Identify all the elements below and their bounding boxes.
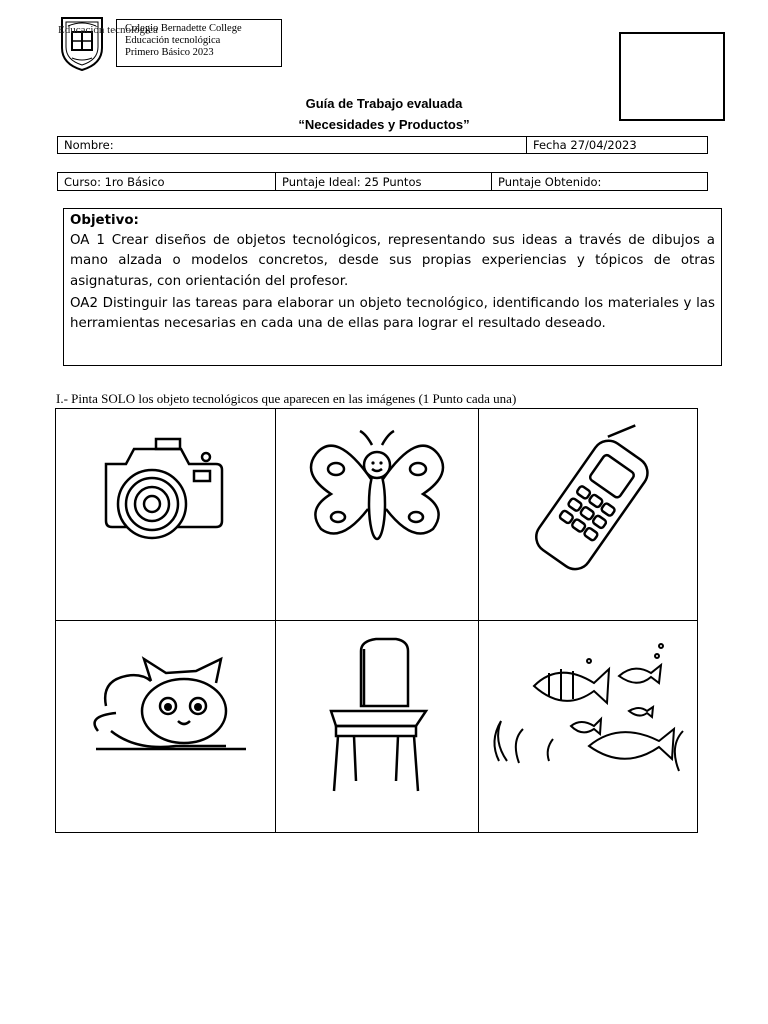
grid-cell-cellphone[interactable] — [479, 409, 698, 620]
grid-cell-camera[interactable] — [56, 409, 275, 620]
school-subject: Educación tecnológica — [125, 35, 221, 46]
chair-icon — [276, 621, 478, 833]
section1-instruction: I.- Pinta SOLO los objeto tecnológicos que aparecen en las imágenes (1 Punto cada una) — [56, 391, 517, 406]
name-date-row — [57, 136, 708, 154]
grid-cell-kitten[interactable] — [56, 621, 275, 833]
course-field: Curso: 1ro Básico — [64, 174, 165, 189]
grid-cell-fish[interactable] — [479, 621, 698, 833]
grid-cell-butterfly[interactable] — [276, 409, 478, 620]
butterfly-icon — [276, 409, 478, 620]
school-name: Colegio Bernadette College — [125, 23, 242, 34]
objective-box — [63, 208, 722, 366]
school-info-box — [116, 19, 282, 67]
obtained-score-field[interactable]: Puntaje Obtenido: — [491, 173, 707, 190]
subject-label: Educación tecnológica — [58, 24, 158, 36]
name-field[interactable]: Nombre: — [64, 138, 114, 152]
course-score-row — [57, 172, 708, 191]
objective-oa1: OA 1 Crear diseños de objetos tecnológicos, representando sus ideas a través de dibujos a mano alzada o modelos concretos, desde sus propias experiencias y tópicos de otras asignaturas, con orientación del profesor. — [70, 233, 715, 289]
page-subtitle: “Necesidades y Productos” — [298, 117, 470, 132]
school-logo-icon — [58, 14, 106, 72]
fish-icon — [479, 621, 698, 833]
objective-oa2: OA2 Distinguir las tareas para elaborar un objeto tecnológico, identificando los materiales y las herramientas necesarias en cada una de ellas para lograr el resultado deseado. — [70, 295, 715, 332]
date-field: Fecha 27/04/2023 — [526, 137, 707, 153]
camera-icon — [56, 409, 275, 620]
objective-heading: Objetivo: — [70, 213, 139, 228]
school-year: Primero Básico 2023 — [125, 47, 214, 58]
image-grid — [55, 408, 698, 833]
grid-cell-chair[interactable] — [276, 621, 478, 833]
kitten-icon — [56, 621, 275, 833]
ideal-score-field: Puntaje Ideal: 25 Puntos — [275, 173, 491, 190]
cellphone-icon — [479, 409, 698, 620]
page-title: Guía de Trabajo evaluada — [305, 96, 463, 111]
